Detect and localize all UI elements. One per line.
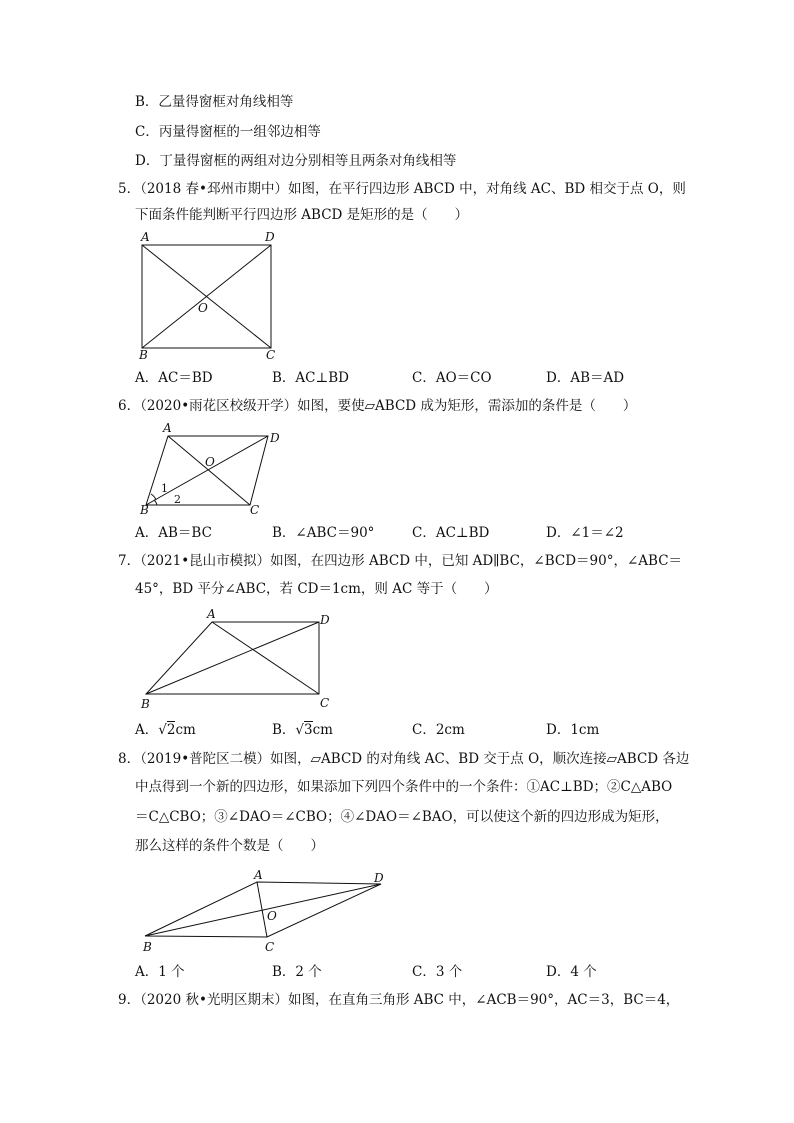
q5-label-c: C bbox=[266, 348, 276, 362]
q9-stem-line1: 9．（2020 秋•光明区期末）如图，在直角三角形 ABC 中，∠ACB＝90°，AC＝3，BC＝4， bbox=[118, 992, 680, 1008]
prev-option-b: B．乙量得窗框对角线相等 bbox=[135, 94, 294, 110]
q8-stem-line4: 那么这样的条件个数是（ ） bbox=[135, 838, 324, 854]
q7-diagonal-bd bbox=[146, 622, 319, 694]
q6-label-c: C bbox=[250, 503, 260, 517]
q5-figure-rectangle bbox=[130, 228, 290, 364]
q7-label-a: A bbox=[207, 607, 216, 621]
q8-stem-line1: 8．（2019•普陀区二模）如图，▱ABCD 的对角线 AC、BD 交于点 O，顺次连接▱ABCD 各边 bbox=[118, 751, 690, 767]
q6-option-a: A．AB＝BC bbox=[135, 525, 212, 541]
q7-label-c: C bbox=[320, 696, 330, 710]
q6-option-d: D．∠1＝∠2 bbox=[546, 525, 624, 541]
q6-option-c: C．AC⊥BD bbox=[412, 525, 490, 541]
q5-stem-line2: 下面条件能判断平行四边形 ABCD 是矩形的是（ ） bbox=[135, 207, 469, 223]
q7-stem-line2: 45°，BD 平分∠ABC，若 CD＝1cm，则 AC 等于（ ） bbox=[135, 581, 498, 597]
q8-stem-line2: 中点得到一个新的四边形，如果添加下列四个条件中的一个条件：①AC⊥BD；②C△ABO bbox=[135, 779, 673, 795]
prev-option-d: D．丁量得窗框的两组对边分别相等且两条对角线相等 bbox=[135, 153, 457, 169]
q5-stem-line1: 5．（2018 春•邳州市期中）如图，在平行四边形 ABCD 中，对角线 AC、BD 相交于点 O，则 bbox=[118, 181, 686, 197]
q7-option-a-unit: cm bbox=[175, 722, 196, 738]
q6-label-angle-2: 2 bbox=[174, 493, 181, 506]
q6-label-b: B bbox=[140, 503, 149, 517]
q8-label-b: B bbox=[143, 940, 152, 954]
q7-option-b bbox=[272, 722, 333, 738]
q8-stem-line3: ＝C△CBO；③∠DAO＝∠CBO；④∠DAO＝∠BAO，可以使这个新的四边形成为矩形， bbox=[135, 809, 669, 825]
q5-option-b: B．AC⊥BD bbox=[272, 370, 349, 386]
q7-stem-line1: 7．（2021•昆山市模拟）如图，在四边形 ABCD 中，已知 AD∥BC，∠BCD＝90°，∠ABC＝ bbox=[118, 553, 683, 569]
q6-figure-parallelogram bbox=[132, 420, 292, 520]
q6-angle-arc-2 bbox=[154, 500, 157, 505]
q6-angle-arc-1 bbox=[151, 494, 156, 500]
q8-option-d: D．4 个 bbox=[546, 964, 597, 980]
q8-label-c: C bbox=[265, 940, 275, 954]
q5-label-a: A bbox=[141, 230, 150, 244]
q7-label-b: B bbox=[141, 697, 150, 711]
q6-label-angle-1: 1 bbox=[161, 482, 168, 495]
q8-option-a: A．1 个 bbox=[135, 964, 185, 980]
prev-option-c: C．丙量得窗框的一组邻边相等 bbox=[135, 124, 321, 140]
q8-label-o: O bbox=[267, 909, 277, 923]
q6-label-d: D bbox=[270, 431, 280, 445]
q7-option-b-prefix: B． bbox=[272, 722, 296, 738]
q6-option-b: B．∠ABC＝90° bbox=[272, 525, 375, 541]
q7-label-d: D bbox=[320, 613, 330, 627]
q7-option-a bbox=[135, 722, 196, 738]
q8-label-a: A bbox=[254, 868, 263, 882]
q6-label-o: O bbox=[205, 455, 215, 469]
q5-option-c: C．AO＝CO bbox=[412, 370, 492, 386]
q7-option-a-radicand: 2 bbox=[166, 722, 176, 738]
q7-figure-trapezoid bbox=[132, 604, 342, 714]
q5-label-o: O bbox=[198, 301, 208, 315]
q6-stem-line1: 6．（2020•雨花区校级开学）如图，要使▱ABCD 成为矩形，需添加的条件是（ ） bbox=[118, 398, 637, 414]
q7-option-a-prefix: A． bbox=[135, 722, 159, 738]
q8-option-b: B．2 个 bbox=[272, 964, 322, 980]
q5-label-d: D bbox=[265, 230, 275, 244]
q7-option-c: C．2cm bbox=[412, 722, 465, 738]
q8-label-d: D bbox=[374, 871, 384, 885]
q8-figure-parallelogram bbox=[140, 866, 400, 958]
q7-option-b-radicand: 3 bbox=[304, 722, 313, 738]
sqrt-icon: √ bbox=[158, 722, 167, 738]
q7-option-b-unit: cm bbox=[312, 722, 333, 738]
q5-option-d: D．AB＝AD bbox=[546, 370, 625, 386]
q8-option-c: C．3 个 bbox=[412, 964, 463, 980]
q8-diagonal-bd bbox=[145, 884, 381, 936]
q6-label-a: A bbox=[163, 421, 172, 435]
sqrt-icon: √ bbox=[295, 722, 305, 738]
q7-option-d: D．1cm bbox=[546, 722, 600, 738]
q7-diagonal-ac bbox=[212, 622, 319, 694]
q5-label-b: B bbox=[139, 348, 148, 362]
q5-option-a: A．AC＝BD bbox=[135, 370, 213, 386]
